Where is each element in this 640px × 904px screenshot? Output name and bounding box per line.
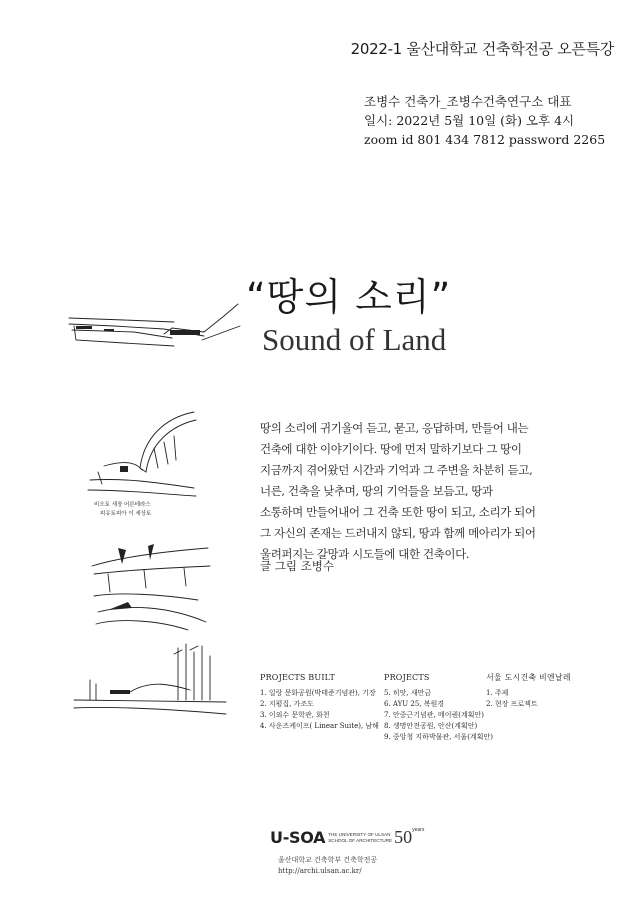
description-line: 너른, 건축을 낮추며, 땅의 기억들을 보듬고, 땅과 [260, 484, 493, 498]
zoom-line: zoom id 801 434 7812 password 2265 [364, 132, 606, 147]
footer-school: 울산대학교 건축학부 건축학전공 [278, 856, 378, 864]
description-line: 그 자신의 존재는 드러내지 않되, 땅과 함께 메아리가 되어 [260, 526, 536, 540]
biennale-list [486, 672, 571, 710]
list-item: 8. 생명안전공원, 안산(계획안) [384, 722, 478, 730]
biennale-title: 서울 도시건축 비엔날레 [486, 673, 571, 682]
series-title: 2022-1 울산대학교 건축학전공 오픈특강 [350, 40, 614, 58]
description-line: 땅의 소리에 귀기울여 듣고, 묻고, 응답하며, 만들어 내는 [260, 421, 529, 435]
description-line: 소통하며 만들어내어 그 건축 또한 땅이 되고, 소리가 되어 [260, 505, 536, 519]
datetime-line: 일시: 2022년 5월 10일 (화) 오후 4시 [364, 113, 575, 128]
logo-name: U-SOA [270, 828, 326, 847]
description-line: 건축에 대한 이야기이다. 땅에 먼저 말하기보다 그 땅이 [260, 442, 522, 456]
sketch-canopy [88, 538, 218, 634]
lecture-description [260, 418, 600, 565]
sketch-trees [70, 640, 230, 720]
logo-subtitle [328, 832, 392, 844]
footer-url[interactable]: http://archi.ulsan.ac.kr/ [278, 867, 362, 875]
sketch-caption-2: 피유토피아 이 세상토 [100, 511, 152, 517]
sketch-landscape-building [64, 296, 244, 356]
title-english: Sound of Land [262, 322, 447, 357]
list-item: 7. 안중근기념관, 메이퀀(계획안) [384, 711, 484, 719]
list-item: 2. 현장 프로젝트 [486, 700, 538, 708]
title-korean: “땅의 소리” [246, 275, 452, 319]
list-item: 5. 히앗, 새만금 [384, 689, 432, 697]
sketch-curved-path [84, 408, 204, 520]
list-item: 4. 사운즈케이프( Linear Suite), 남해 [260, 722, 379, 730]
usoa-logo [270, 827, 424, 848]
description-line: 지금까지 겪어왔던 시간과 기억과 그 주변을 차분히 듣고, [260, 463, 533, 477]
logo-sub-line2: SCHOOL OF ARCHITECTURE [328, 837, 393, 843]
list-item: 2. 지평집, 가조도 [260, 700, 314, 708]
description-line: 울려퍼지는 갈망과 시도들에 대한 건축이다. [260, 547, 470, 561]
list-item: 1. 일랑 문화공원(박태준기념관), 기장 [260, 689, 376, 697]
projects-built-title: PROJECTS BUILT [260, 673, 336, 682]
sketch-caption-1: 비오토 새장 어른테라스 [94, 502, 151, 508]
list-item: 6. AYU 25, 복원경 [384, 700, 445, 708]
logo-anniversary: 50 [394, 827, 413, 847]
list-item: 3. 이외수 문학관, 화천 [260, 711, 330, 719]
projects-list [384, 672, 493, 743]
speaker-line: 조병수 건축가_조병수건축연구소 대표 [364, 94, 572, 109]
projects-built-list [260, 672, 379, 732]
list-item: 1. 주제 [486, 689, 509, 697]
lecture-info [364, 92, 605, 149]
list-item: 9. 중앙청 지하박물관, 서울(계획안) [384, 733, 493, 741]
projects-title: PROJECTS [384, 673, 430, 682]
logo-anniversary-unit: years [412, 827, 425, 833]
author-credit: 글 그림 조병수 [260, 559, 334, 573]
logo-sub-line1: THE UNIVERSITY OF ULSAN [328, 831, 391, 837]
